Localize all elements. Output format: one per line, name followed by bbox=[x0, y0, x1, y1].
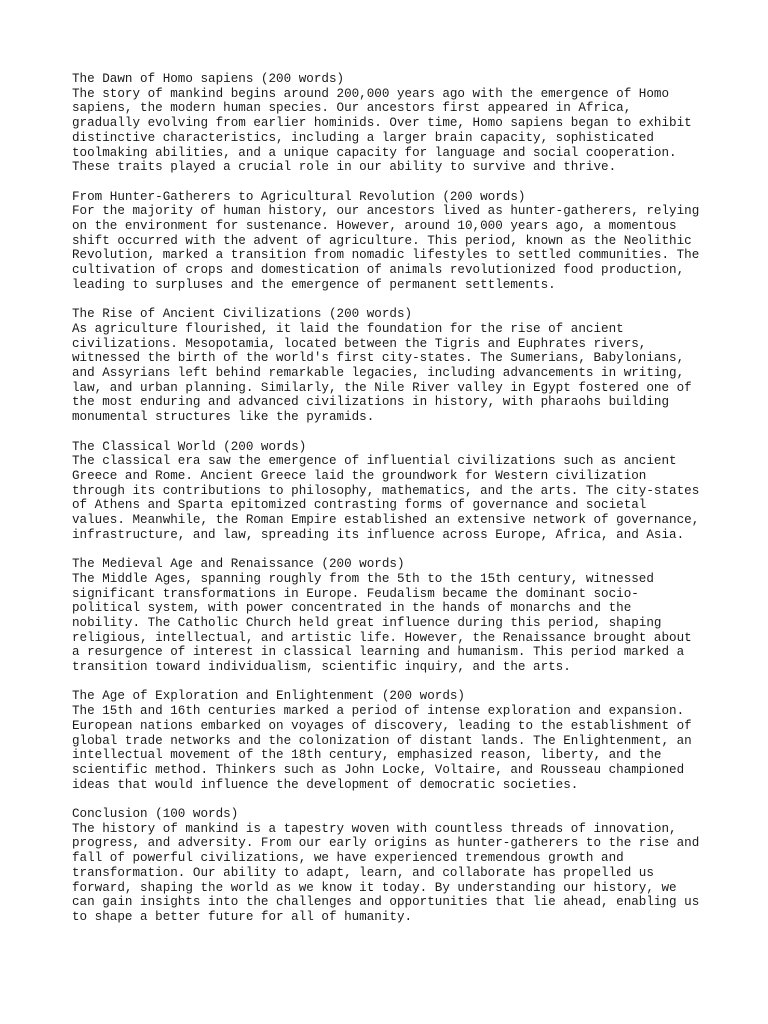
document-section bbox=[72, 557, 712, 675]
paragraph-line: and Assyrians left behind remarkable legacies, including advancements in writing, bbox=[72, 366, 685, 381]
section-heading: Conclusion (100 words) bbox=[72, 807, 239, 822]
section-heading: The Medieval Age and Renaissance (200 words) bbox=[72, 557, 405, 572]
paragraph-line: transformation. Our ability to adapt, learn, and collaborate has propelled us bbox=[72, 865, 654, 880]
paragraph-line: gradually evolving from earlier hominids. Over time, Homo sapiens began to exhibit bbox=[72, 116, 692, 131]
section-heading: The Dawn of Homo sapiens (200 words) bbox=[72, 72, 345, 86]
paragraph-line: The 15th and 16th centuries marked a period of intense exploration and expansion. bbox=[72, 704, 685, 719]
document-section bbox=[72, 440, 712, 543]
paragraph-line: political system, with power concentrated in the hands of monarchs and the bbox=[72, 601, 632, 616]
section-heading: The Rise of Ancient Civilizations (200 words) bbox=[72, 307, 413, 322]
paragraph-line: cultivation of crops and domestication of animals revolutionized food production, bbox=[72, 263, 685, 278]
paragraph-line: values. Meanwhile, the Roman Empire established an extensive network of governance, bbox=[72, 513, 700, 528]
document-section bbox=[72, 72, 712, 175]
paragraph-line: witnessed the birth of the world's first city-states. The Sumerians, Babylonians, bbox=[72, 351, 685, 366]
paragraph-line: The classical era saw the emergence of influential civilizations such as ancient bbox=[72, 454, 677, 469]
document-section bbox=[72, 807, 712, 925]
paragraph-line: religious, intellectual, and artistic life. However, the Renaissance brought about bbox=[72, 630, 692, 645]
paragraph-line: The Middle Ages, spanning roughly from the 5th to the 15th century, witnessed bbox=[72, 571, 654, 586]
paragraph-line: shift occurred with the advent of agriculture. This period, known as the Neolithic bbox=[72, 233, 692, 248]
paragraph-line: toolmaking abilities, and a unique capacity for language and social cooperation. bbox=[72, 145, 677, 160]
paragraph-line: global trade networks and the colonization of distant lands. The Enlightenment, an bbox=[72, 733, 692, 748]
paragraph-line: scientific method. Thinkers such as John Locke, Voltaire, and Rousseau championed bbox=[72, 762, 685, 777]
paragraph-line: leading to surpluses and the emergence of permanent settlements. bbox=[72, 277, 556, 292]
paragraph-line: progress, and adversity. From our early origins as hunter-gatherers to the rise and bbox=[72, 836, 700, 851]
paragraph-line: intellectual movement of the 18th century, emphasized reason, liberty, and the bbox=[72, 748, 662, 763]
paragraph-line: monumental structures like the pyramids. bbox=[72, 410, 375, 425]
paragraph-line: The story of mankind begins around 200,000 years ago with the emergence of Homo bbox=[72, 86, 670, 101]
paragraph-line: ideas that would influence the development of democratic societies. bbox=[72, 777, 579, 792]
paragraph-line: of Athens and Sparta epitomized contrasting forms of governance and societal bbox=[72, 498, 647, 513]
document-section bbox=[72, 307, 712, 425]
document-section bbox=[72, 190, 712, 293]
paragraph-line: to shape a better future for all of humanity. bbox=[72, 909, 413, 924]
paragraph-line: The history of mankind is a tapestry woven with countless threads of innovation, bbox=[72, 821, 677, 836]
paragraph-line: For the majority of human history, our ancestors lived as hunter-gatherers, relying bbox=[72, 204, 700, 219]
paragraph-line: As agriculture flourished, it laid the foundation for the rise of ancient bbox=[72, 321, 624, 336]
section-heading: The Age of Exploration and Enlightenment (200 words) bbox=[72, 689, 465, 704]
paragraph-line: the most enduring and advanced civilizations in history, with pharaohs building bbox=[72, 395, 670, 410]
paragraph-line: through its contributions to philosophy, mathematics, and the arts. The city-states bbox=[72, 483, 700, 498]
paragraph-line: These traits played a crucial role in our ability to survive and thrive. bbox=[72, 160, 617, 175]
paragraph-line: Revolution, marked a transition from nomadic lifestyles to settled communities. The bbox=[72, 248, 700, 263]
section-heading: From Hunter-Gatherers to Agricultural Revolution (200 words) bbox=[72, 189, 526, 204]
document-section bbox=[72, 689, 712, 792]
document-page bbox=[72, 72, 712, 939]
section-heading: The Classical World (200 words) bbox=[72, 439, 307, 454]
paragraph-line: on the environment for sustenance. However, around 10,000 years ago, a momentous bbox=[72, 219, 677, 234]
paragraph-line: fall of powerful civilizations, we have experienced tremendous growth and bbox=[72, 851, 624, 866]
paragraph-line: transition toward individualism, scientific inquiry, and the arts. bbox=[72, 660, 571, 675]
paragraph-line: nobility. The Catholic Church held great influence during this period, shaping bbox=[72, 615, 662, 630]
paragraph-line: civilizations. Mesopotamia, located between the Tigris and Euphrates rivers, bbox=[72, 336, 647, 351]
paragraph-line: Greece and Rome. Ancient Greece laid the groundwork for Western civilization bbox=[72, 468, 647, 483]
paragraph-line: sapiens, the modern human species. Our ancestors first appeared in Africa, bbox=[72, 101, 632, 116]
document-body bbox=[72, 72, 712, 925]
paragraph-line: significant transformations in Europe. Feudalism became the dominant socio- bbox=[72, 586, 639, 601]
paragraph-line: infrastructure, and law, spreading its influence across Europe, Africa, and Asia. bbox=[72, 527, 685, 542]
paragraph-line: distinctive characteristics, including a larger brain capacity, sophisticated bbox=[72, 130, 654, 145]
paragraph-line: European nations embarked on voyages of discovery, leading to the establishment of bbox=[72, 718, 692, 733]
paragraph-line: forward, shaping the world as we know it today. By understanding our history, we bbox=[72, 880, 677, 895]
paragraph-line: a resurgence of interest in classical learning and humanism. This period marked a bbox=[72, 645, 685, 660]
paragraph-line: law, and urban planning. Similarly, the Nile River valley in Egypt fostered one of bbox=[72, 380, 692, 395]
paragraph-line: can gain insights into the challenges and opportunities that lie ahead, enabling us bbox=[72, 895, 700, 910]
